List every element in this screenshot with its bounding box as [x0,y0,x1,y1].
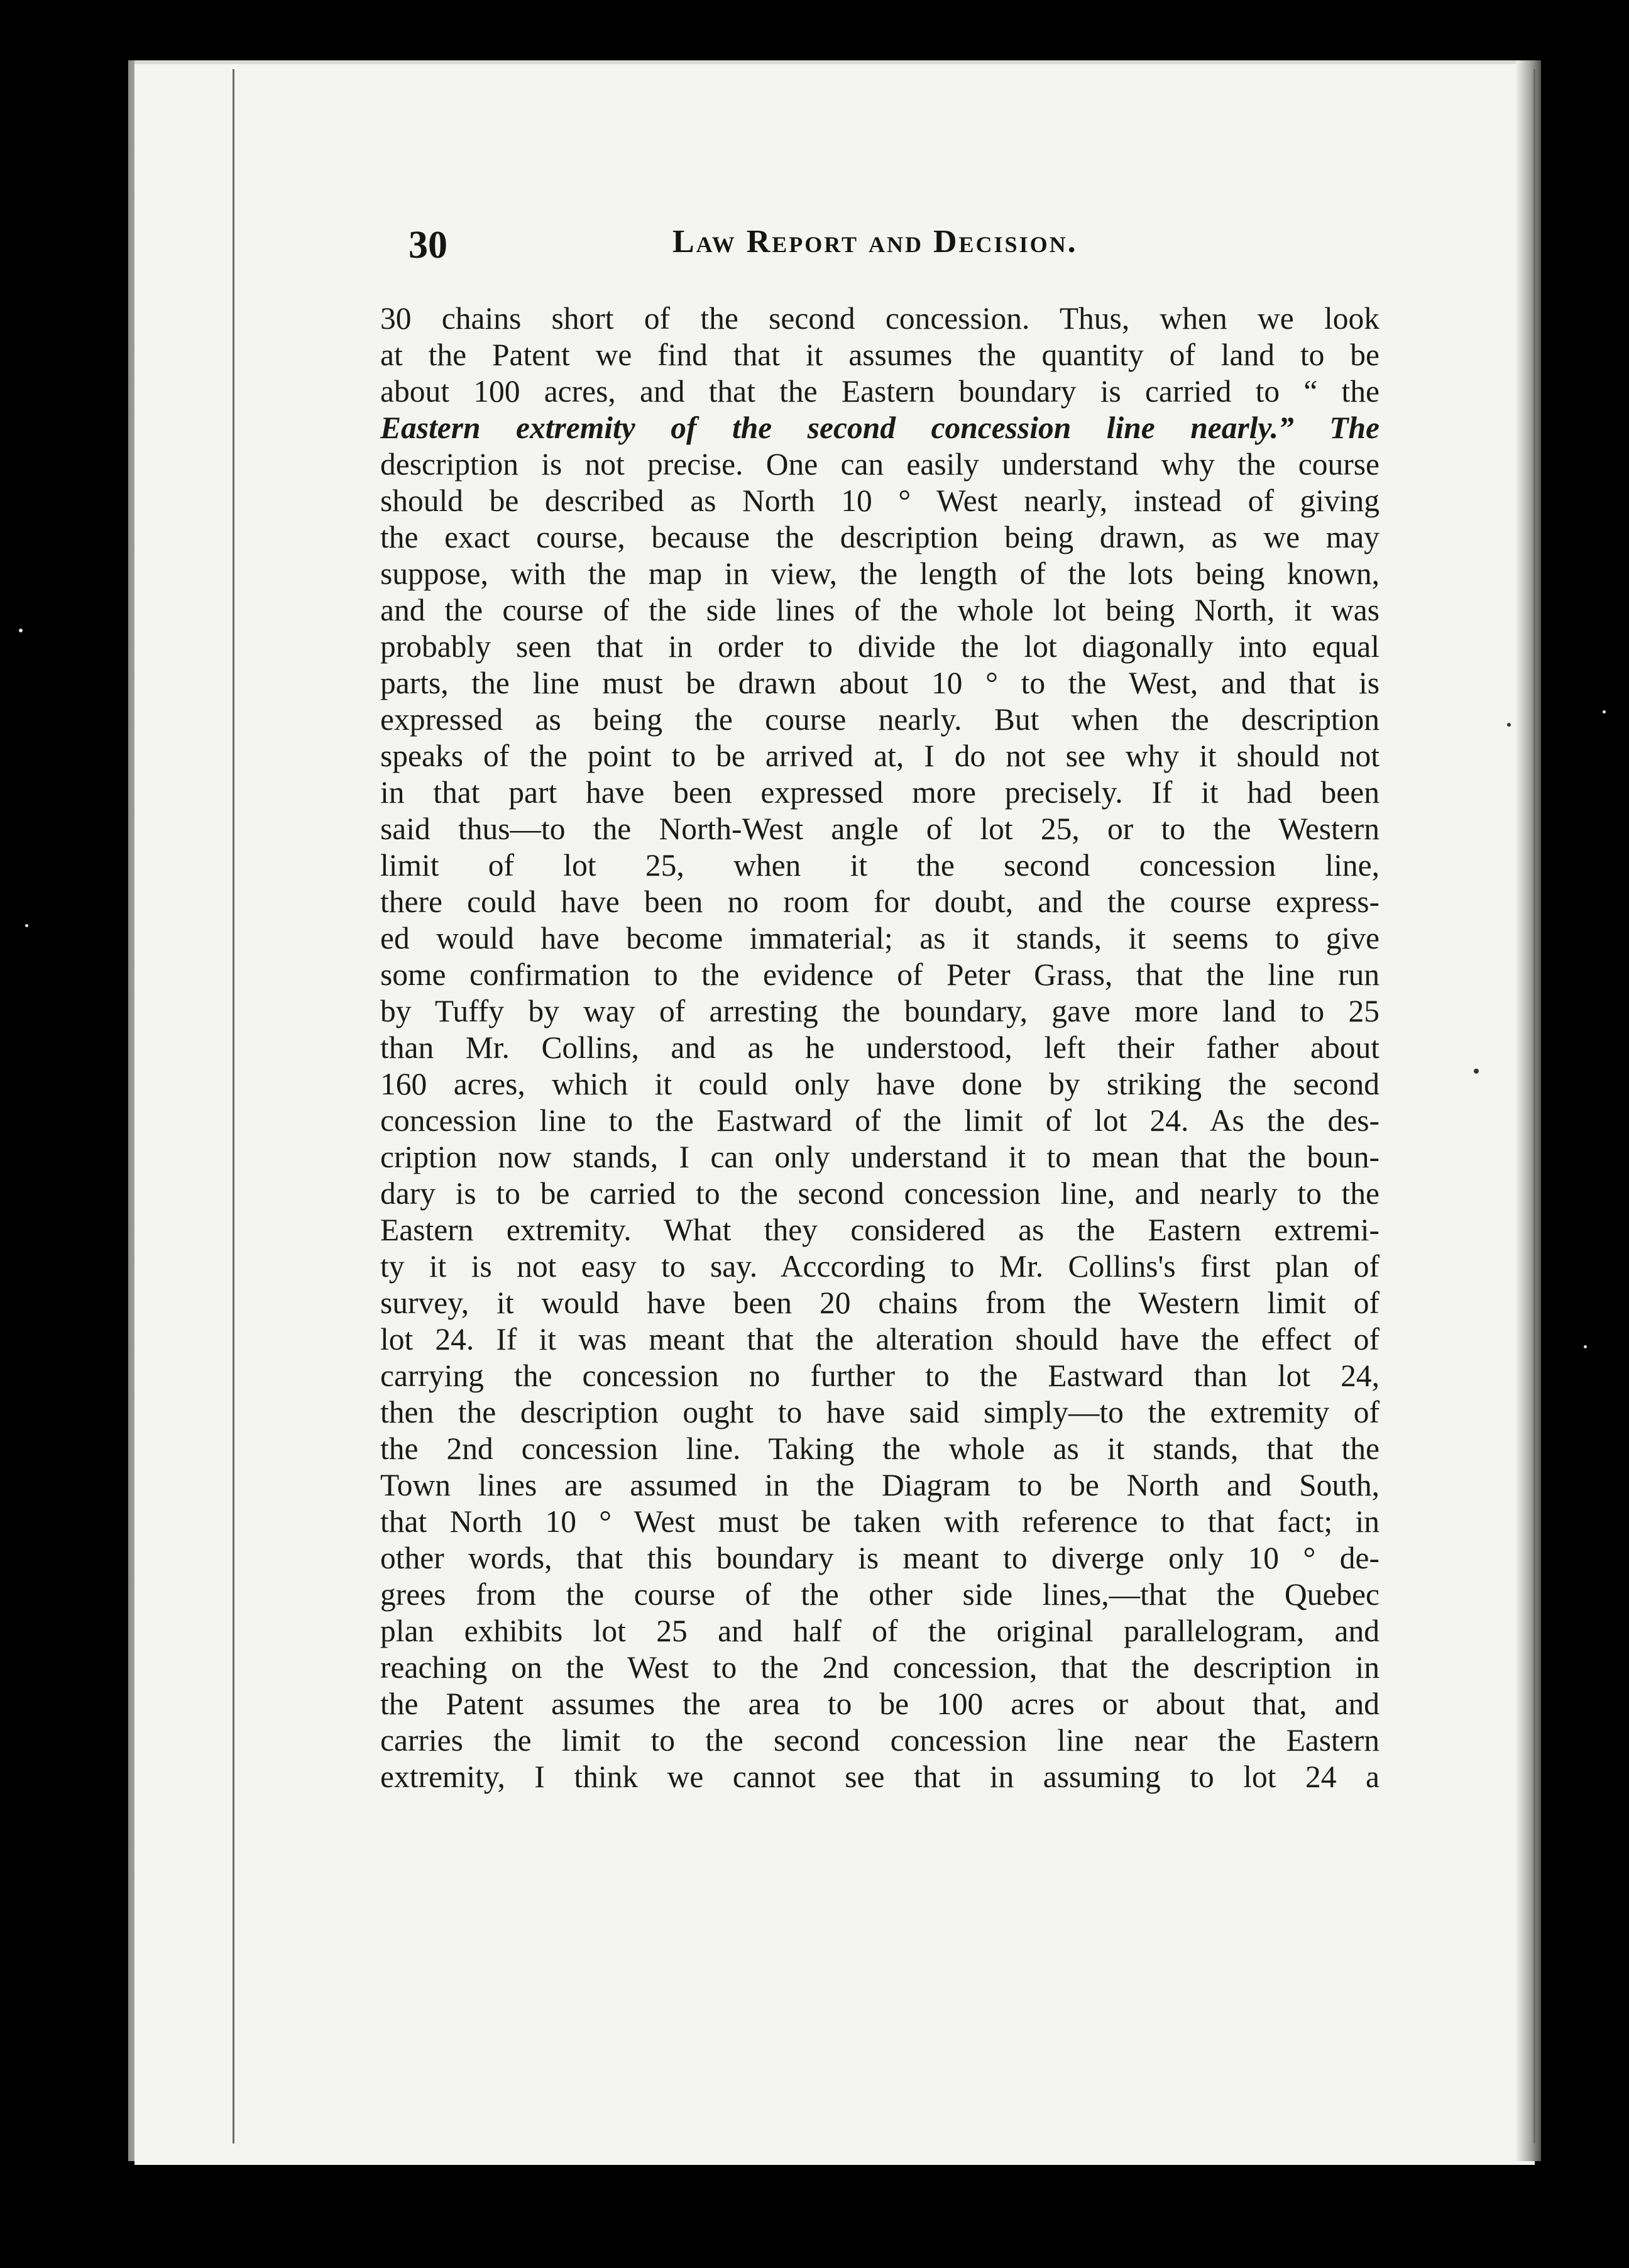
text-line: in that part have been expressed more precisely. If it had been [380,775,1379,810]
text-line: said thus—to the North-West angle of lot 25, or to the Western [380,812,1379,846]
text-line: 30 chains short of the second concession. Thus, when we look [380,301,1379,336]
text-line: ed would have become immaterial; as it stands, it seems to give [380,921,1379,955]
binding-edge-line [233,69,234,2144]
page-right-edge-line [1533,69,1535,2144]
text-line: the 2nd concession line. Taking the whole as it stands, that the [380,1431,1379,1466]
text-line: grees from the course of the other side lines,—that the Quebec [380,1577,1379,1612]
text-line: parts, the line must be drawn about 10 ° to the West, and that is [380,666,1379,700]
text-line: other words, that this boundary is meant to diverge only 10 ° de- [380,1541,1379,1575]
page-header [409,223,1370,273]
text-line: reaching on the West to the 2nd concession, that the description in [380,1650,1379,1685]
text-line: Town lines are assumed in the Diagram to be North and South, [380,1468,1379,1502]
text-line: about 100 acres, and that the Eastern boundary is carried to “ the [380,374,1379,409]
page-number: 30 [409,224,447,267]
text-line: Eastern extremity. What they considered as the Eastern extremi- [380,1213,1379,1247]
text-line: some confirmation to the evidence of Peter Grass, that the line run [380,957,1379,992]
running-head: Law Report and Decision. [672,224,1078,260]
text-line: ty it is not easy to say. Acccording to Mr. Collins's first plan of [380,1249,1379,1284]
text-line: cription now stands, I can only understand it to mean that the boun- [380,1140,1379,1174]
text-line: the Patent assumes the area to be 100 acres or about that, and [380,1687,1379,1721]
text-line: lot 24. If it was meant that the alteration should have the effect of [380,1322,1379,1357]
text-line: plan exhibits lot 25 and half of the original parallelogram, and [380,1614,1379,1648]
text-line: by Tuffy by way of arresting the boundary, gave more land to 25 [380,994,1379,1028]
text-line: extremity, I think we cannot see that in assuming to lot 24 a [380,1759,1379,1794]
body-text [380,300,1379,1795]
text-line: than Mr. Collins, and as he understood, left their father about [380,1030,1379,1065]
text-line: then the description ought to have said simply—to the extremity of [380,1395,1379,1429]
text-line: should be described as North 10 ° West nearly, instead of giving [380,483,1379,518]
text-line: concession line to the Eastward of the limit of lot 24. As the des- [380,1103,1379,1138]
text-line: dary is to be carried to the second concession line, and nearly to the [380,1176,1379,1211]
text-line: carrying the concession no further to the Eastward than lot 24, [380,1358,1379,1393]
text-line: that North 10 ° West must be taken with reference to that fact; in [380,1504,1379,1539]
text-line: 160 acres, which it could only have done by striking the second [380,1067,1379,1101]
text-line: at the Patent we find that it assumes the quantity of land to be [380,338,1379,372]
text-line: Eastern extremity of the second concession line nearly.” The [380,410,1379,445]
text-line: and the course of the side lines of the whole lot being North, it was [380,593,1379,627]
text-line: survey, it would have been 20 chains from the Western limit of [380,1285,1379,1320]
text-line: carries the limit to the second concession line near the Eastern [380,1723,1379,1758]
text-line: suppose, with the map in view, the length of the lots being known, [380,556,1379,591]
text-line: expressed as being the course nearly. But when the description [380,702,1379,737]
text-line: speaks of the point to be arrived at, I do not see why it should not [380,739,1379,773]
text-line: probably seen that in order to divide the lot diagonally into equal [380,629,1379,664]
text-line: the exact course, because the description being drawn, as we may [380,520,1379,554]
text-line: description is not precise. One can easily understand why the course [380,447,1379,482]
page-right-edge [1516,60,1541,2161]
text-line: limit of lot 25, when it the second concession line, [380,848,1379,883]
text-line: there could have been no room for doubt, and the course express- [380,884,1379,919]
